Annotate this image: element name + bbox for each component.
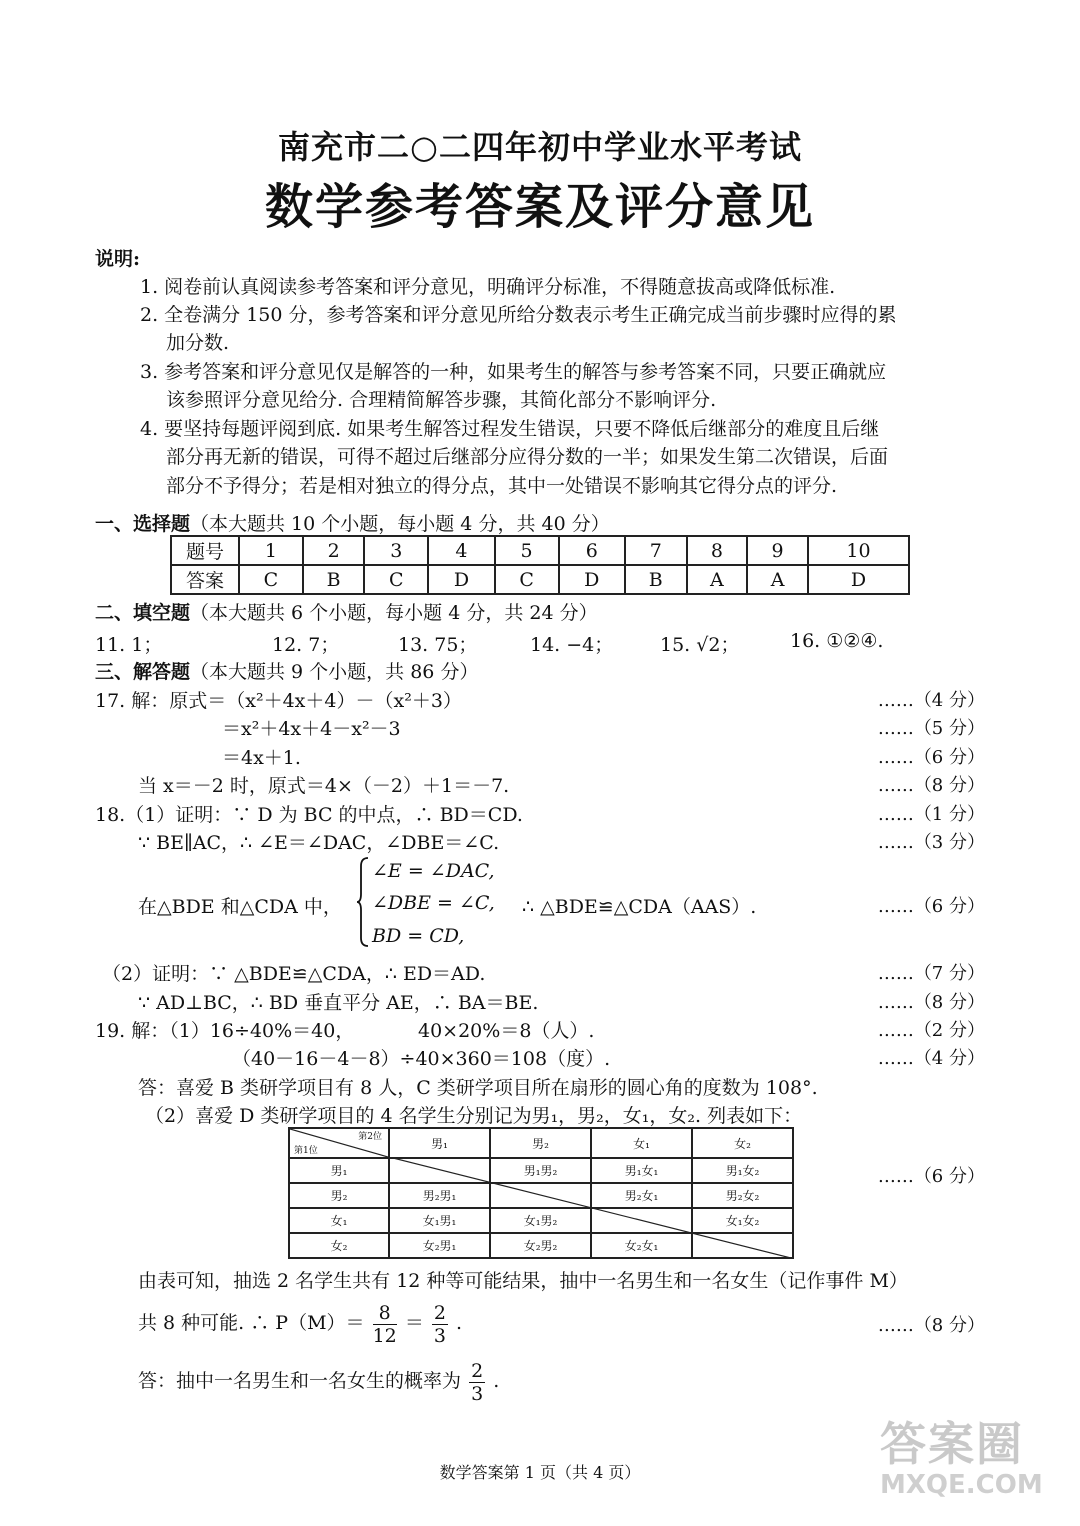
table-cell: B [303, 565, 365, 594]
q18-line: （2）证明：∵ △BDE≌△CDA，∴ ED＝AD. [102, 963, 486, 985]
table-cell: A [687, 565, 748, 594]
table-header: 女₁ [591, 1128, 692, 1158]
note-line: 2. 全卷满分 150 分，参考答案和评分意见所给分数表示考生正确完成当前步骤时应得的累 [140, 304, 897, 326]
system-line: ∠E = ∠DAC, [372, 860, 495, 882]
page-footer: 数学答案第 1 页（共 4 页） [439, 1463, 641, 1482]
table-cell: 女₂男₁ [389, 1233, 490, 1258]
table-cell: 1 [239, 536, 303, 565]
score-mark: ……（4 分） [877, 1048, 985, 1069]
score-mark: ……（1 分） [877, 804, 985, 825]
table-cell: 4 [428, 536, 494, 565]
table-cell: 6 [559, 536, 625, 565]
q19-line: 答：喜爱 B 类研学项目有 8 人，C 类研学项目所在扇形的圆心角的度数为 108°. [138, 1077, 818, 1099]
brace-icon [356, 856, 370, 948]
score-mark: ……（6 分） [877, 896, 985, 917]
fill-answer: 11. 1； [95, 634, 163, 656]
table-cell: 男₂女₁ [591, 1183, 692, 1208]
q17-line: ＝4x＋1. [222, 747, 301, 769]
table-cell: 8 [687, 536, 748, 565]
table-cell: 5 [495, 536, 559, 565]
note-line: 4. 要坚持每题评阅到底. 如果考生解答过程发生错误，只要不降低后继部分的难度且后继 [140, 418, 880, 440]
answer-table-answer-row [171, 565, 909, 594]
table-cell: 男₂女₂ [692, 1183, 793, 1208]
table-cell: 女₁女₂ [692, 1208, 793, 1233]
note-line: 1. 阅卷前认真阅读参考答案和评分意见，明确评分标准，不得随意拔高或降低标准. [140, 276, 836, 298]
q18-line: ∵ BE∥AC，∴ ∠E＝∠DAC，∠DBE＝∠C. [138, 832, 500, 854]
diagonal-line [389, 1157, 791, 1258]
q18-line: ∵ AD⊥BC，∴ BD 垂直平分 AE，∴ BA＝BE. [138, 992, 539, 1014]
score-mark: ……（6 分） [877, 747, 985, 768]
text: . [493, 1370, 500, 1392]
table-corner-cell [289, 1128, 389, 1158]
fill-answer: 16. ①②④. [790, 630, 884, 652]
q17-line: 当 x＝－2 时，原式＝4×（－2）＋1＝－7. [138, 775, 510, 797]
fraction: $\frac{8}{12}$ [372, 1301, 397, 1347]
table-cell: 男₁男₂ [490, 1158, 591, 1183]
fill-answer: 13. 75； [398, 634, 478, 656]
q19-line: 19. 解：（1）16÷40%＝40， [95, 1020, 355, 1042]
table-cell: 2 [303, 536, 365, 565]
section-3-heading: 三、解答题（本大题共 9 个小题，共 86 分） [95, 661, 479, 683]
text: ＝ [404, 1312, 424, 1334]
system-line: BD = CD, [372, 925, 465, 947]
fraction: $\frac{2}{3}$ [471, 1359, 484, 1405]
table-cell: 男₁女₁ [591, 1158, 692, 1183]
answer-table-number-row [171, 536, 909, 565]
table-cell: B [625, 565, 687, 594]
table-cell: 10 [808, 536, 909, 565]
score-mark: ……（8 分） [877, 992, 985, 1013]
answer-table [170, 535, 910, 595]
system-line: ∠DBE = ∠C, [372, 892, 495, 914]
row-label: 女₁ [289, 1208, 389, 1233]
table-cell: 男₂男₁ [389, 1183, 490, 1208]
q17-line: ＝x²＋4x＋4－x²－3 [222, 718, 401, 740]
score-mark: ……（3 分） [877, 832, 985, 853]
table-header: 女₂ [692, 1128, 793, 1158]
q19-line: （40－16－4－8）÷40×360＝108（度）. [232, 1048, 611, 1070]
corner-label: 第2位 [358, 1132, 382, 1142]
table-label: 题号 [171, 536, 239, 565]
table-cell: C [239, 565, 303, 594]
text: 共 8 种可能. ∴ P（M）＝ [138, 1312, 365, 1334]
score-mark: ……（2 分） [877, 1020, 985, 1041]
q19-line: 40×20%＝8（人）. [418, 1020, 595, 1042]
table-cell: C [364, 565, 428, 594]
score-mark: ……（7 分） [877, 963, 985, 984]
table-cell: A [747, 565, 808, 594]
title-line-2: 数学参考答案及评分意见 [264, 179, 815, 235]
q17-line: 17. 解：原式＝（x²＋4x＋4）－（x²＋3） [95, 690, 462, 712]
title-line-1: 南充市二○二四年初中学业水平考试 [278, 128, 802, 166]
fraction: $\frac{2}{3}$ [433, 1301, 446, 1347]
table-cell: D [808, 565, 909, 594]
q19-line: 由表可知，抽选 2 名学生共有 12 种等可能结果，抽中一名男生和一名女生（记作事件 M） [138, 1270, 908, 1292]
table-cell: 女₁男₂ [490, 1208, 591, 1233]
row-label: 男₁ [289, 1158, 389, 1183]
score-mark: ……（4 分） [877, 690, 985, 711]
watermark-logo [880, 1408, 1070, 1518]
table-cell: 男₁女₂ [692, 1158, 793, 1183]
note-line: 3. 参考答案和评分意见仅是解答的一种，如果考生的解答与参考答案不同，只要正确就应 [140, 361, 887, 383]
table-cell: 7 [625, 536, 687, 565]
q19-answer-line [138, 1354, 499, 1408]
table-cell: D [559, 565, 625, 594]
table-cell: 女₁男₁ [389, 1208, 490, 1233]
table-cell: D [428, 565, 494, 594]
section-1-heading: 一、选择题（本大题共 10 个小题，每小题 4 分，共 40 分） [95, 513, 610, 535]
watermark-text: 答案圈 [880, 1417, 1024, 1471]
table-header: 男₁ [389, 1128, 490, 1158]
score-mark: ……（8 分） [877, 775, 985, 796]
fill-answer: 15. √2； [660, 634, 740, 656]
watermark-text: MXQE.COM [880, 1470, 1043, 1500]
table-cell: 女₂男₂ [490, 1233, 591, 1258]
table-row [289, 1128, 793, 1158]
q18-in-text: 在△BDE 和△CDA 中， [138, 896, 342, 918]
note-line: 该参照评分意见给分. 合理精简解答步骤，其简化部分不影响评分. [166, 389, 717, 411]
table-cell: 女₂女₁ [591, 1233, 692, 1258]
score-mark: ……（5 分） [877, 718, 985, 739]
table-cell: C [495, 565, 559, 594]
q18-line: 18.（1）证明：∵ D 为 BC 的中点，∴ BD＝CD. [95, 804, 523, 826]
score-mark: ……（6 分） [877, 1166, 985, 1187]
score-mark: ……（8 分） [877, 1315, 985, 1336]
note-line: 部分不予得分；若是相对独立的得分点，其中一处错误不影响其它得分点的评分. [166, 475, 838, 497]
table-cell: 9 [747, 536, 808, 565]
section-2-heading: 二、填空题（本大题共 6 个小题，每小题 4 分，共 24 分） [95, 602, 598, 624]
corner-label: 第1位 [294, 1146, 318, 1156]
note-line: 加分数. [166, 332, 230, 354]
table-cell: 3 [364, 536, 428, 565]
text: 答：抽中一名男生和一名女生的概率为 [138, 1370, 462, 1392]
q19-probability-line [138, 1296, 462, 1350]
note-line: 部分再无新的错误，可得不超过后继部分应得分数的一半；如果发生第二次错误，后面 [166, 446, 889, 468]
row-label: 女₂ [289, 1233, 389, 1258]
notes-label: 说明: [95, 248, 141, 270]
table-label: 答案 [171, 565, 239, 594]
fill-answer: 14. −4； [530, 634, 614, 656]
q18-conclusion: ∴ △BDE≌△CDA（AAS）. [522, 896, 757, 918]
text: . [456, 1312, 463, 1334]
row-label: 男₂ [289, 1183, 389, 1208]
q19-line: （2）喜爱 D 类研学项目的 4 名学生分别记为男₁，男₂，女₁，女₂. 列表如下： [145, 1105, 803, 1127]
table-header: 男₂ [490, 1128, 591, 1158]
fill-answer: 12. 7； [272, 634, 340, 656]
